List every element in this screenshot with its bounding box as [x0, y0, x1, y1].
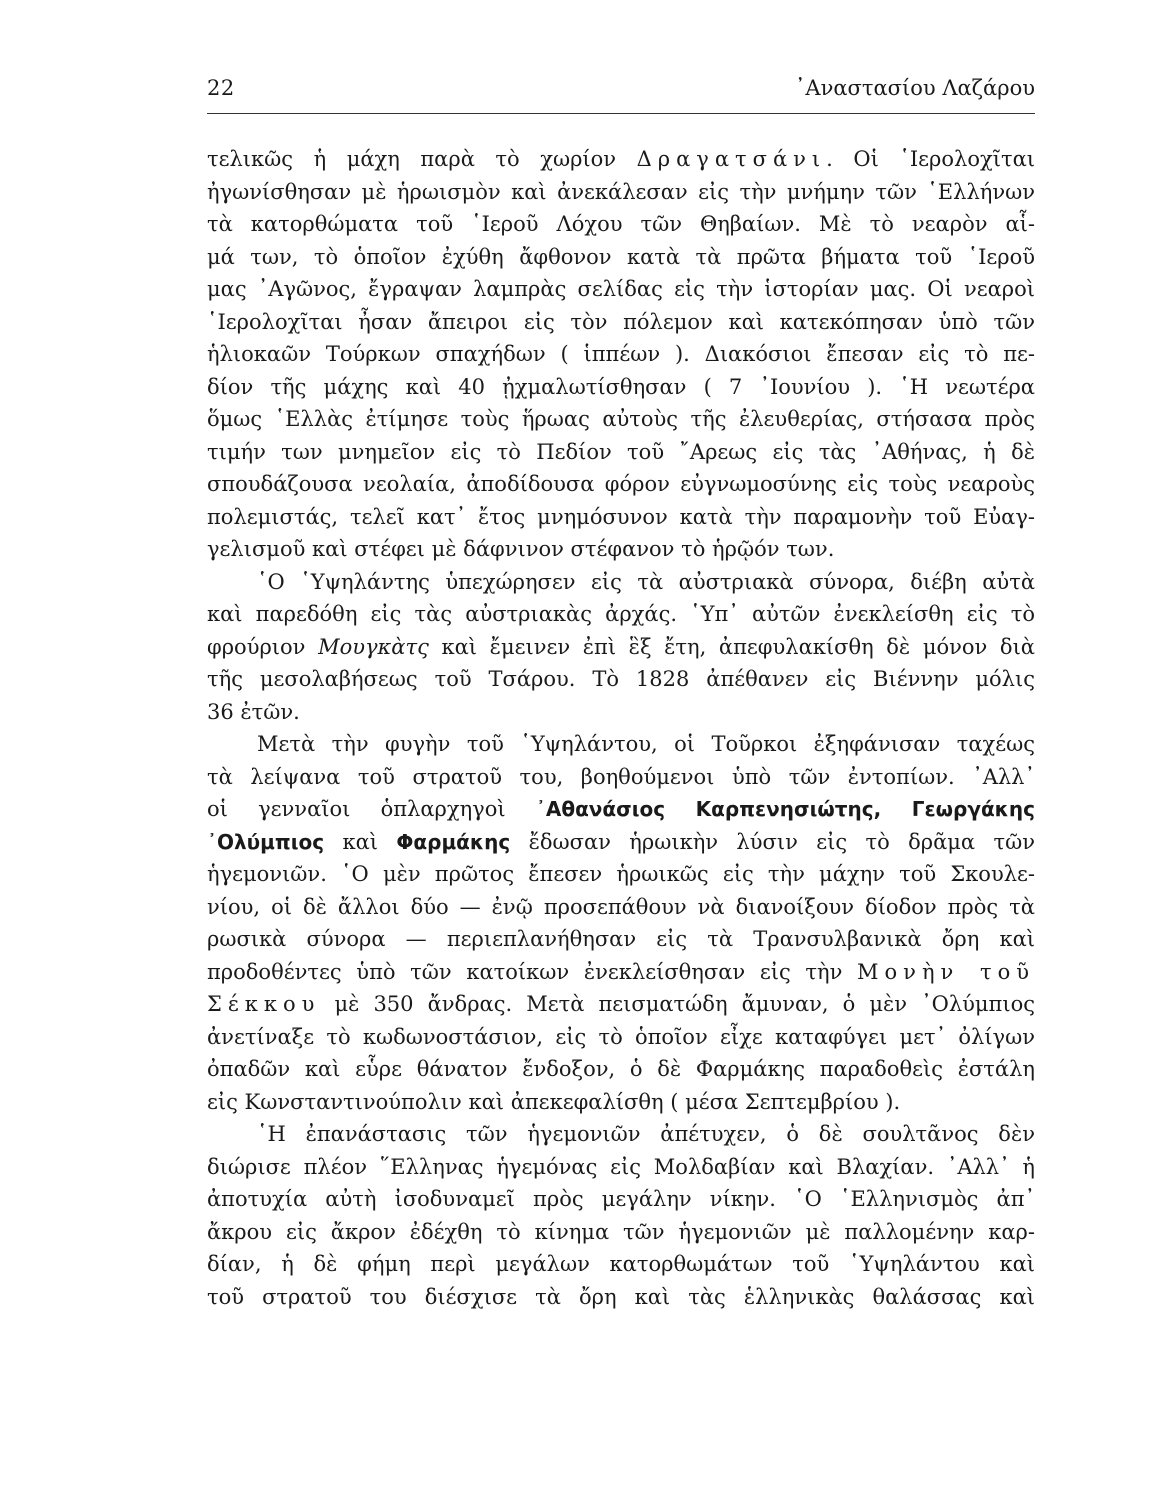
text-run: σπουδάζουσα νεολαία, ἀποδίδουσα φόρον εὐγνωμοσύνης εἰς τοὺς νεαροὺς	[207, 472, 1035, 496]
text-run: ἀποτυχία αὐτὴ ἰσοδυναμεῖ πρὸς μεγάλην νίκην. ῾Ο ῾Ελληνισμὸς ἀπ᾿	[207, 1187, 1035, 1211]
text-line	[207, 1216, 1035, 1249]
text-line	[207, 793, 1035, 826]
body-text	[207, 143, 1035, 1313]
text-line	[207, 338, 1035, 371]
text-line	[207, 631, 1035, 664]
text-run: καὶ	[324, 829, 397, 854]
text-line	[207, 306, 1035, 339]
italic-text: Μουγκὰτς	[318, 634, 429, 659]
header-rule	[207, 113, 1035, 114]
text-line	[207, 826, 1035, 859]
text-run: δίαν, ἡ δὲ φήμη περὶ μεγάλων κατορθωμάτων τοῦ ῾Υψηλάντου καὶ	[207, 1252, 1035, 1276]
text-run: ῾Ο ῾Υψηλάντης ὑπεχώρησεν εἰς τὰ αὐστριακὰ σύνορα, διέβη αὐτὰ	[257, 569, 1035, 594]
spaced-text: Μονὴν τοῦ	[857, 959, 1035, 984]
text-line	[207, 208, 1035, 241]
text-run: οἱ γενναῖοι ὁπλαρχηγοὶ	[207, 797, 536, 821]
text-run: μας ᾿Αγῶνος, ἔγραψαν λαμπρὰς σελίδας εἰς τὴν ἱστορίαν μας. Οἱ νεαροὶ	[207, 277, 1035, 301]
text-line	[207, 501, 1035, 534]
text-run: καὶ ἔμεινεν ἐπὶ ἓξ ἔτη, ἀπεφυλακίσθη δὲ μόνον διὰ	[428, 634, 1035, 659]
text-run: φρούριον	[207, 634, 319, 659]
text-line	[207, 728, 1035, 761]
text-run: ἀνετίναξε τὸ κωδωνοστάσιον, εἰς τὸ ὁποῖον εἶχε καταφύγει μετ᾿ ὀλίγων	[207, 1024, 1035, 1049]
text-line	[207, 533, 1035, 566]
text-line	[207, 1281, 1035, 1314]
text-run: καὶ παρεδόθη εἰς τὰς αὐστριακὰς ἀρχάς. ῾Υπ᾿ αὐτῶν ἐνεκλείσθη εἰς τὸ	[207, 602, 1035, 626]
text-run: τῆς μεσολαβήσεως τοῦ Τσάρου. Τὸ 1828 ἀπέθανεν εἰς Βιέννην μόλις	[207, 667, 1035, 691]
running-head: ᾿Αναστασίου Λαζάρου	[794, 76, 1035, 100]
bold-name: ᾿Ολύμπιος	[207, 829, 325, 854]
text-run: 36 ἐτῶν.	[207, 699, 300, 724]
text-line	[207, 891, 1035, 924]
text-run: γελισμοῦ καὶ στέφει μὲ δάφνινον στέφανον τὸ ἡρῷόν των.	[207, 537, 835, 561]
text-line	[207, 1021, 1035, 1054]
text-run: ῾Ιερολοχῖται ἦσαν ἄπειροι εἰς τὸν πόλεμον καὶ κατεκόπησαν ὑπὸ τῶν	[207, 309, 1035, 334]
text-line	[207, 403, 1035, 436]
text-line	[207, 468, 1035, 501]
text-line	[207, 436, 1035, 469]
text-line	[207, 176, 1035, 209]
text-line	[207, 143, 1035, 176]
text-run: ὅμως ῾Ελλὰς ἐτίμησε τοὺς ἥρωας αὐτοὺς τῆς ἐλευθερίας, στήσασα πρὸς	[207, 407, 1035, 431]
text-line	[207, 241, 1035, 274]
text-run: εἰς Κωνσταντινούπολιν καὶ ἀπεκεφαλίσθη ( μέσα Σεπτεμβρίου ).	[207, 1089, 901, 1114]
page-header	[207, 74, 1035, 104]
text-line	[207, 1183, 1035, 1216]
text-run: διώρισε πλέον ῞Ελληνας ἡγεμόνας εἰς Μολδαβίαν καὶ Βλαχίαν. ᾿Αλλ᾿ ἡ	[207, 1154, 1035, 1179]
text-line	[207, 956, 1035, 989]
spaced-text: Σέκκου	[207, 992, 321, 1016]
text-line	[207, 696, 1035, 729]
text-line	[207, 858, 1035, 891]
text-line	[207, 923, 1035, 956]
text-run: νίου, οἱ δὲ ἄλλοι δύο — ἐνῷ προσεπάθουν νὰ διανοίξουν δίοδον πρὸς τὰ	[207, 894, 1035, 919]
text-line	[207, 1118, 1035, 1151]
text-line	[207, 566, 1035, 599]
text-line	[207, 1151, 1035, 1184]
text-run: ἄκρου εἰς ἄκρον ἐδέχθη τὸ κίνημα τῶν ἡγεμονιῶν μὲ παλλομένην καρ-	[207, 1219, 1035, 1244]
spaced-text: Δραγατσάνι	[636, 147, 827, 171]
text-line	[207, 598, 1035, 631]
text-line	[207, 273, 1035, 306]
text-run: Μετὰ τὴν φυγὴν τοῦ ῾Υψηλάντου, οἱ Τοῦρκοι ἐξηφάνισαν ταχέως	[257, 732, 1035, 756]
text-line	[207, 663, 1035, 696]
text-run: ἠγωνίσθησαν μὲ ἡρωισμὸν καὶ ἀνεκάλεσαν εἰς τὴν μνήμην τῶν ῾Ελλήνων	[207, 179, 1035, 204]
text-line	[207, 1053, 1035, 1086]
text-run: ἡγεμονιῶν. ῾Ο μὲν πρῶτος ἔπεσεν ἡρωικῶς εἰς τὴν μάχην τοῦ Σκουλε-	[207, 862, 1035, 886]
text-run: τελικῶς ἡ μάχη παρὰ τὸ χωρίον	[207, 147, 637, 171]
text-run: μά των, τὸ ὁποῖον ἐχύθη ἄφθονον κατὰ τὰ πρῶτα βήματα τοῦ ῾Ιεροῦ	[207, 244, 1035, 269]
text-run: τιμήν των μνημεῖον εἰς τὸ Πεδίον τοῦ ῎Αρεως εἰς τὰς ᾿Αθήνας, ἡ δὲ	[207, 439, 1035, 464]
text-line	[207, 1248, 1035, 1281]
text-run: ἔδωσαν ἡρωικὴν λύσιν εἰς τὸ δρᾶμα τῶν	[510, 829, 1035, 854]
text-run: . Οἱ ῾Ιερολοχῖται	[826, 147, 1035, 171]
text-run: δίον τῆς μάχης καὶ 40 ᾐχμαλωτίσθησαν ( 7 ᾿Ιουνίου ). ῾Η νεωτέρα	[207, 374, 1035, 399]
text-line	[207, 371, 1035, 404]
page-number: 22	[207, 76, 235, 100]
bold-name: ᾿Αθανάσιος Καρπενησιώτης, Γεωργάκης	[535, 797, 1035, 821]
text-run: προδοθέντες ὑπὸ τῶν κατοίκων ἐνεκλείσθησαν εἰς τὴν	[207, 959, 858, 984]
text-run: τὰ κατορθώματα τοῦ ῾Ιεροῦ Λόχου τῶν Θηβαίων. Μὲ τὸ νεαρὸν αἷ-	[207, 212, 1035, 236]
text-run: πολεμιστάς, τελεῖ κατ᾿ ἔτος μνημόσυνον κατὰ τὴν παραμονὴν τοῦ Εὐαγ-	[207, 504, 1035, 529]
text-run: τὰ λείψανα τοῦ στρατοῦ του, βοηθούμενοι ὑπὸ τῶν ἐντοπίων. ᾿Αλλ᾿	[207, 764, 1035, 789]
text-line	[207, 988, 1035, 1021]
text-run: μὲ 350 ἄνδρας. Μετὰ πεισματώδη ἄμυναν, ὁ μὲν ᾿Ολύμπιος	[320, 992, 1035, 1016]
text-run: ὀπαδῶν καὶ εὗρε θάνατον ἔνδοξον, ὁ δὲ Φαρμάκης παραδοθεὶς ἐστάλη	[207, 1057, 1035, 1081]
text-run: ῾Η ἐπανάστασις τῶν ἡγεμονιῶν ἀπέτυχεν, ὁ δὲ σουλτᾶνος δὲν	[257, 1122, 1035, 1146]
text-run: ρωσικὰ σύνορα — περιεπλανήθησαν εἰς τὰ Τρανσυλβανικὰ ὄρη καὶ	[207, 927, 1035, 951]
text-run: ἡλιοκαῶν Τούρκων σπαχήδων ( ἱππέων ). Διακόσιοι ἔπεσαν εἰς τὸ πε-	[207, 342, 1035, 366]
text-line	[207, 761, 1035, 794]
text-line	[207, 1086, 1035, 1119]
bold-name: Φαρμάκης	[396, 829, 511, 854]
text-run: τοῦ στρατοῦ του διέσχισε τὰ ὄρη καὶ τὰς ἑλληνικὰς θαλάσσας καὶ	[207, 1284, 1035, 1309]
